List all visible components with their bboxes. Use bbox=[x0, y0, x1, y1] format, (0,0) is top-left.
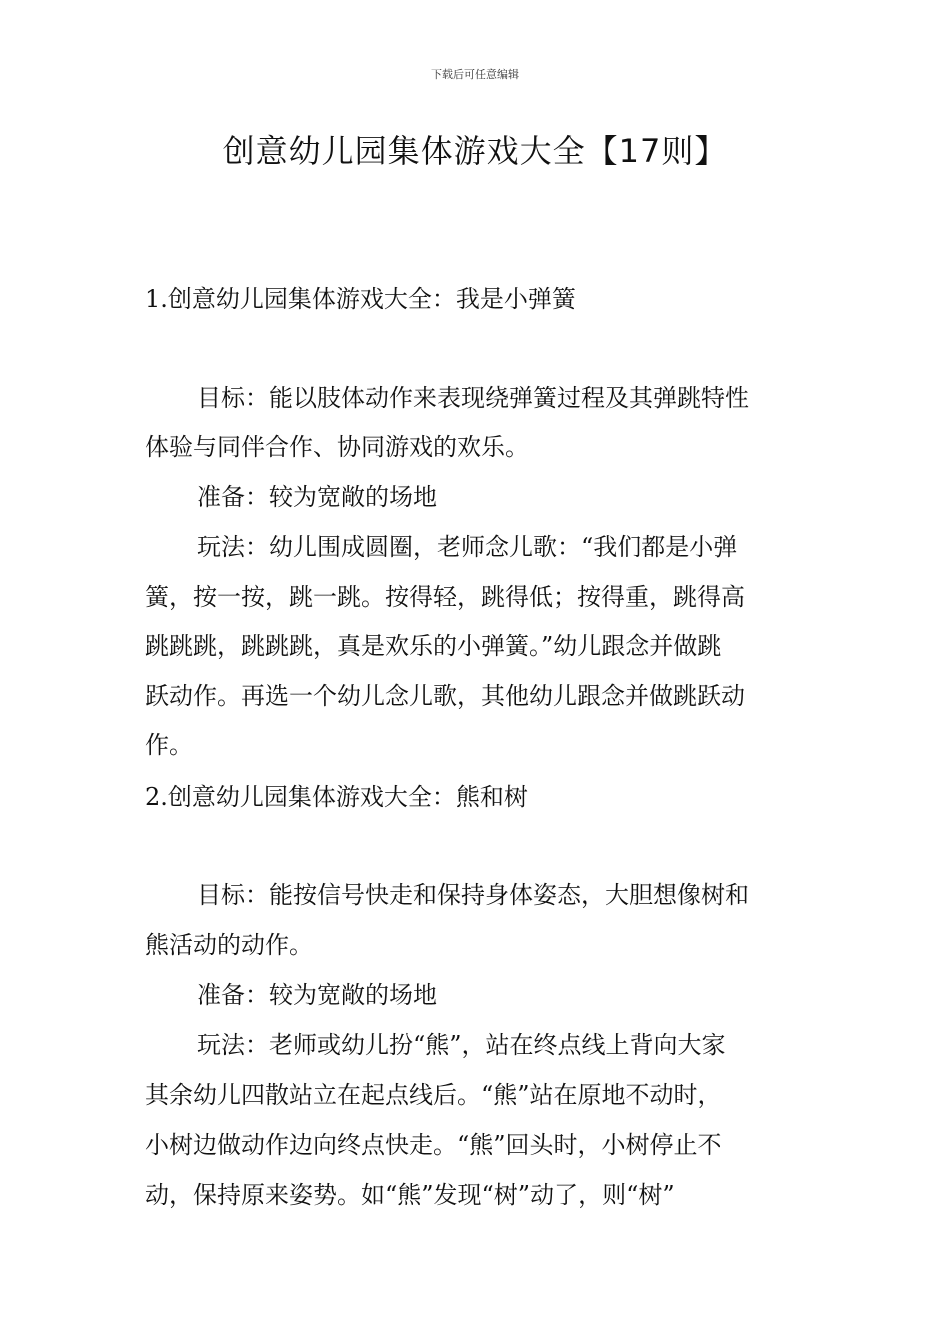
paragraph-line: 熊活动的动作。 bbox=[145, 931, 313, 959]
paragraph-line: 其余幼儿四散站立在起点线后。“熊”站在原地不动时， bbox=[145, 1081, 722, 1109]
paragraph-line: 跳跳跳，跳跳跳，真是欢乐的小弹簧。”幼儿跟念并做跳 bbox=[145, 632, 722, 660]
paragraph-line: 体验与同伴合作、协同游戏的欢乐。 bbox=[145, 433, 529, 461]
paragraph-line: 作。 bbox=[145, 731, 193, 759]
paragraph-line: 玩法：幼儿围成圆圈，老师念儿歌：“我们都是小弹 bbox=[197, 533, 738, 561]
paragraph-line: 跃动作。再选一个幼儿念儿歌，其他幼儿跟念并做跳跃动 bbox=[145, 682, 745, 710]
section-heading-2: 2.创意幼儿园集体游戏大全：熊和树 bbox=[145, 783, 528, 811]
paragraph-line: 玩法：老师或幼儿扮“熊”，站在终点线上背向大家 bbox=[197, 1031, 726, 1059]
paragraph-line: 目标：能以肢体动作来表现绕弹簧过程及其弹跳特性 bbox=[197, 384, 749, 412]
paragraph-line: 准备：较为宽敞的场地 bbox=[197, 483, 437, 511]
header-note: 下载后可任意编辑 bbox=[431, 68, 519, 81]
paragraph-line: 目标：能按信号快走和保持身体姿态，大胆想像树和 bbox=[197, 881, 749, 909]
paragraph-line: 簧，按一按，跳一跳。按得轻，跳得低；按得重，跳得高 bbox=[145, 583, 745, 611]
document-title: 创意幼儿园集体游戏大全【17则】 bbox=[222, 132, 728, 170]
section-heading-1: 1.创意幼儿园集体游戏大全：我是小弹簧 bbox=[145, 285, 576, 313]
paragraph-line: 准备：较为宽敞的场地 bbox=[197, 981, 437, 1009]
paragraph-line: 小树边做动作边向终点快走。“熊”回头时，小树停止不 bbox=[145, 1131, 722, 1159]
paragraph-line: 动，保持原来姿势。如“熊”发现“树”动了，则“树” bbox=[145, 1181, 675, 1209]
